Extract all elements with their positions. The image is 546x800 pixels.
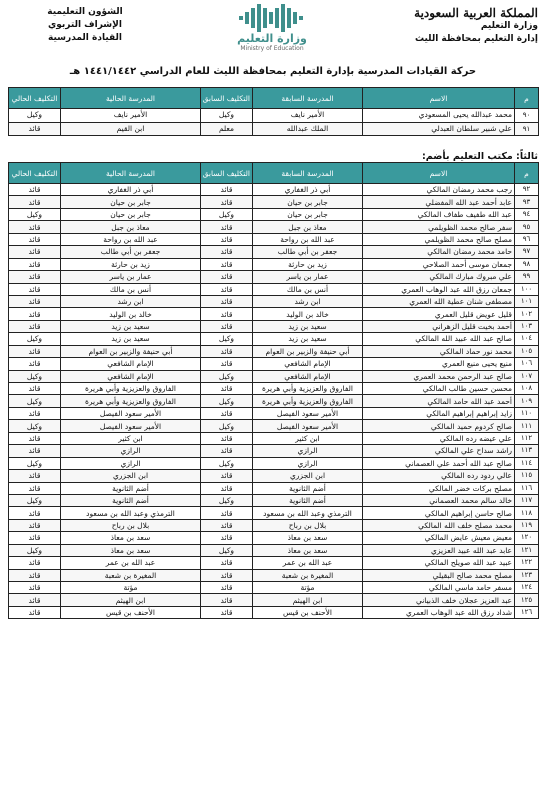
row-name: محمد مصلح خلف الله المالكي	[363, 519, 515, 531]
row-number: ١٠٨	[515, 383, 539, 395]
row-number: ٩٩	[515, 271, 539, 283]
row-name: سفر صالح محمد الظويلمي	[363, 221, 515, 233]
row-prev-school: زيد بن حارثة	[253, 258, 363, 270]
table-row	[9, 494, 539, 506]
row-prev-school: معاذ بن جبل	[253, 221, 363, 233]
row-name: رجب محمد رمضان المالكي	[363, 184, 515, 196]
row-number: ١٢٦	[515, 606, 539, 618]
col-num: م	[515, 88, 539, 109]
row-prev-role: وكيل	[201, 457, 253, 469]
row-curr-school: أبي حنيفة والزبير بن العوام	[61, 345, 201, 357]
row-prev-role: قائد	[201, 196, 253, 208]
row-curr-school: سعد بن معاذ	[61, 544, 201, 556]
row-prev-school: بلال بن رباح	[253, 519, 363, 531]
row-curr-role: وكيل	[9, 109, 61, 123]
row-prev-role: قائد	[201, 519, 253, 531]
row-curr-role: قائد	[9, 233, 61, 245]
row-curr-role: قائد	[9, 383, 61, 395]
row-prev-role: قائد	[201, 594, 253, 606]
row-prev-school: الرازي	[253, 457, 363, 469]
row-number: ١٢٤	[515, 582, 539, 594]
row-prev-role: قائد	[201, 470, 253, 482]
table-adham-office	[8, 162, 539, 619]
row-prev-role: قائد	[201, 606, 253, 618]
row-prev-school: جابر بن حيان	[253, 208, 363, 220]
table-continued	[8, 87, 539, 136]
row-curr-school: جابر بن حيان	[61, 208, 201, 220]
row-prev-role: قائد	[201, 569, 253, 581]
row-prev-role: قائد	[201, 407, 253, 419]
row-curr-role: وكيل	[9, 494, 61, 506]
row-prev-school: عبد الله بن رواحة	[253, 233, 363, 245]
row-prev-role: قائد	[201, 320, 253, 332]
row-curr-role: قائد	[9, 196, 61, 208]
row-curr-school: بلال بن رباح	[61, 519, 201, 531]
row-name: مصلح صالح محمد الظويلمي	[363, 233, 515, 245]
row-prev-school: جعفر بن أبي طالب	[253, 246, 363, 258]
table-row	[9, 395, 539, 407]
row-prev-school: أنس بن مالك	[253, 283, 363, 295]
row-curr-role: قائد	[9, 358, 61, 370]
row-number: ١٢٣	[515, 569, 539, 581]
row-prev-role: قائد	[201, 482, 253, 494]
table-row	[9, 582, 539, 594]
row-curr-school: الرازي	[61, 445, 201, 457]
row-number: ١٠٩	[515, 395, 539, 407]
row-curr-school: ابن كثير	[61, 432, 201, 444]
section-heading: ثالثاً: مكتب التعليم بأضم:	[421, 151, 538, 162]
table-row	[9, 457, 539, 469]
row-number: ١٢٢	[515, 557, 539, 569]
col-curr-role: التكليف الحالي	[9, 88, 61, 109]
row-prev-school: الملك عبدالله	[253, 122, 363, 136]
table-row	[9, 122, 539, 136]
row-curr-school: عبد الله بن عمر	[61, 557, 201, 569]
row-name: راشد سداح علي المالكي	[363, 445, 515, 457]
table-row	[9, 532, 539, 544]
dept-line-2: الإشراف التربوي	[48, 20, 122, 30]
row-curr-school: الأمير نايف	[61, 109, 201, 123]
row-number: ١١١	[515, 420, 539, 432]
row-prev-school: ابن الجزري	[253, 470, 363, 482]
row-prev-role: قائد	[201, 295, 253, 307]
row-number: ٩٣	[515, 196, 539, 208]
table-row	[9, 196, 539, 208]
row-prev-role: قائد	[201, 532, 253, 544]
table-row	[9, 184, 539, 196]
row-curr-school: أنس بن مالك	[61, 283, 201, 295]
table-row	[9, 345, 539, 357]
row-curr-role: قائد	[9, 606, 61, 618]
table-row	[9, 544, 539, 556]
row-curr-school: ابن الجزري	[61, 470, 201, 482]
row-name: حامد محمد رمضان المالكي	[363, 246, 515, 258]
row-curr-role: قائد	[9, 221, 61, 233]
row-number: ٩١	[515, 122, 539, 136]
row-curr-role: قائد	[9, 482, 61, 494]
row-curr-school: الترمذي وعبد الله بن مسعود	[61, 507, 201, 519]
row-name: زايد إبراهيم إبراهيم المالكي	[363, 407, 515, 419]
col-prev-school: المدرسة السابقة	[253, 163, 363, 184]
row-prev-role: قائد	[201, 221, 253, 233]
letterhead-left	[10, 6, 160, 45]
row-prev-role: قائد	[201, 258, 253, 270]
row-prev-role: قائد	[201, 345, 253, 357]
row-curr-school: الإمام الشافعي	[61, 370, 201, 382]
row-name: صالح عبد الله أحمد علي العصماني	[363, 457, 515, 469]
table-row	[9, 519, 539, 531]
table-row	[9, 420, 539, 432]
row-name: محمد نور حماد المالكي	[363, 345, 515, 357]
col-num: م	[515, 163, 539, 184]
row-number: ١١٢	[515, 432, 539, 444]
row-curr-role: قائد	[9, 507, 61, 519]
table-row	[9, 606, 539, 618]
row-prev-role: قائد	[201, 557, 253, 569]
table-row	[9, 507, 539, 519]
row-number: ١١٥	[515, 470, 539, 482]
col-prev-role: التكليف السابق	[201, 163, 253, 184]
row-number: ١٠٧	[515, 370, 539, 382]
row-name: علي عيضه رده المالكي	[363, 432, 515, 444]
col-name: الاسم	[363, 88, 515, 109]
row-curr-role: قائد	[9, 582, 61, 594]
col-name: الاسم	[363, 163, 515, 184]
table-row	[9, 569, 539, 581]
table-row	[9, 295, 539, 307]
row-prev-role: وكيل	[201, 544, 253, 556]
row-prev-role: قائد	[201, 358, 253, 370]
row-curr-role: قائد	[9, 271, 61, 283]
letterhead	[0, 0, 546, 62]
row-prev-school: الإمام الشافعي	[253, 370, 363, 382]
ministry-name: وزارة التعليم	[480, 21, 538, 31]
table-row	[9, 246, 539, 258]
row-prev-school: جابر بن حيان	[253, 196, 363, 208]
row-prev-school: ابن رشد	[253, 295, 363, 307]
row-number: ٩٥	[515, 221, 539, 233]
row-prev-school: عبد الله بن عمر	[253, 557, 363, 569]
row-prev-school: ابن كثير	[253, 432, 363, 444]
row-curr-school: عبد الله بن رواحة	[61, 233, 201, 245]
row-name: محمد عبدالله يحيى المسعودي	[363, 109, 515, 123]
table-row	[9, 482, 539, 494]
row-prev-role: قائد	[201, 445, 253, 457]
table-row	[9, 221, 539, 233]
row-number: ١١٣	[515, 445, 539, 457]
row-number: ١١٠	[515, 407, 539, 419]
row-curr-school: جعفر بن أبي طالب	[61, 246, 201, 258]
row-number: ٩٨	[515, 258, 539, 270]
row-name: قليل عويض قليل العمري	[363, 308, 515, 320]
row-prev-role: قائد	[201, 271, 253, 283]
row-prev-school: أبي حنيفة والزبير بن العوام	[253, 345, 363, 357]
table-row	[9, 271, 539, 283]
document-title: حركة القيادات المدرسية بإدارة التعليم بمحافظة الليث للعام الدراسي ١٤٤١/١٤٤٢ هـ	[69, 66, 477, 77]
row-number: ٩٧	[515, 246, 539, 258]
row-prev-school: ابن الهيثم	[253, 594, 363, 606]
table-row	[9, 258, 539, 270]
row-prev-school: الإمام الشافعي	[253, 358, 363, 370]
row-name: أحمد بخيت قليل الزهراني	[363, 320, 515, 332]
row-prev-role: وكيل	[201, 333, 253, 345]
row-curr-school: الفاروق والعزيزية وأبي هريرة	[61, 395, 201, 407]
row-prev-school: سعيد بن زيد	[253, 320, 363, 332]
row-prev-school: الفاروق والعزيزية وأبي هريرة	[253, 395, 363, 407]
row-curr-role: وكيل	[9, 395, 61, 407]
row-name: عبيد عبد الله صويلح المالكي	[363, 557, 515, 569]
row-curr-role: قائد	[9, 122, 61, 136]
row-curr-school: أبي ذر الغفاري	[61, 184, 201, 196]
row-curr-role: وكيل	[9, 208, 61, 220]
row-curr-school: أضم الثانوية	[61, 494, 201, 506]
table-row	[9, 594, 539, 606]
logo-arabic-text: وزارة التعليم	[237, 32, 307, 45]
row-prev-school: خالد بن الوليد	[253, 308, 363, 320]
row-name: جمعان موسى أحمد الصلاحي	[363, 258, 515, 270]
row-name: عابد أحمد عبد الله المفضلي	[363, 196, 515, 208]
table-row	[9, 370, 539, 382]
row-curr-school: معاذ بن جبل	[61, 221, 201, 233]
row-curr-role: قائد	[9, 184, 61, 196]
row-curr-role: قائد	[9, 258, 61, 270]
row-curr-role: قائد	[9, 594, 61, 606]
row-name: عالي ردود رده المالكي	[363, 470, 515, 482]
row-curr-role: قائد	[9, 407, 61, 419]
row-prev-school: أبي ذر الغفاري	[253, 184, 363, 196]
row-number: ١٢١	[515, 544, 539, 556]
ministry-logo-icon	[237, 4, 307, 32]
ministry-logo	[212, 4, 332, 62]
row-name: محسن حسين طالب المالكي	[363, 383, 515, 395]
row-prev-role: معلم	[201, 122, 253, 136]
row-name: شداد رزق الله عبد الوهاب العمري	[363, 606, 515, 618]
row-curr-school: الفاروق والعزيزية وأبي هريرة	[61, 383, 201, 395]
row-curr-role: قائد	[9, 345, 61, 357]
row-prev-school: الترمذي وعبد الله بن مسعود	[253, 507, 363, 519]
row-prev-school: الأحنف بن قيس	[253, 606, 363, 618]
row-curr-role: قائد	[9, 308, 61, 320]
row-prev-role: قائد	[201, 582, 253, 594]
table-row	[9, 109, 539, 123]
row-prev-role: وكيل	[201, 395, 253, 407]
row-curr-role: قائد	[9, 295, 61, 307]
row-curr-school: الأحنف بن قيس	[61, 606, 201, 618]
row-prev-school: الأمير نايف	[253, 109, 363, 123]
row-curr-school: سعيد بن زيد	[61, 333, 201, 345]
row-prev-role: قائد	[201, 246, 253, 258]
logo-english-text: Ministry of Education	[240, 45, 304, 52]
row-number: ١٠٥	[515, 345, 539, 357]
row-prev-school: أضم الثانوية	[253, 482, 363, 494]
row-number: ١٠٣	[515, 320, 539, 332]
col-curr-role: التكليف الحالي	[9, 163, 61, 184]
row-curr-school: خالد بن الوليد	[61, 308, 201, 320]
table-row	[9, 383, 539, 395]
row-curr-role: وكيل	[9, 457, 61, 469]
row-curr-school: سعيد بن زيد	[61, 320, 201, 332]
row-number: ١٠٠	[515, 283, 539, 295]
table-row	[9, 358, 539, 370]
row-name: علي مبروك مبارك المالكي	[363, 271, 515, 283]
row-curr-role: قائد	[9, 246, 61, 258]
row-number: ١٠٦	[515, 358, 539, 370]
row-number: ٩٤	[515, 208, 539, 220]
row-name: جمعان رزق الله عبد الوهاب العمري	[363, 283, 515, 295]
row-curr-role: قائد	[9, 432, 61, 444]
table-row	[9, 445, 539, 457]
row-number: ١١٩	[515, 519, 539, 531]
row-curr-role: وكيل	[9, 420, 61, 432]
row-curr-role: وكيل	[9, 544, 61, 556]
row-name: علي شبير سلطان العبدلي	[363, 122, 515, 136]
row-name: خالد سالم محمد العصماني	[363, 494, 515, 506]
row-curr-school: ابن القيم	[61, 122, 201, 136]
row-name: معيض معيش عايض المالكي	[363, 532, 515, 544]
row-prev-school: الأمير سعود الفيصل	[253, 420, 363, 432]
row-curr-role: قائد	[9, 320, 61, 332]
row-curr-role: قائد	[9, 470, 61, 482]
row-name: صالح عبد الرحمن محمد العمري	[363, 370, 515, 382]
row-prev-role: وكيل	[201, 420, 253, 432]
row-prev-role: قائد	[201, 233, 253, 245]
row-number: ١٠٢	[515, 308, 539, 320]
table-header-row	[9, 88, 539, 109]
row-name: صالح عبد الله عبيد الله المالكي	[363, 333, 515, 345]
row-prev-role: قائد	[201, 432, 253, 444]
row-curr-role: قائد	[9, 519, 61, 531]
table-row	[9, 333, 539, 345]
row-prev-school: سعد بن معاذ	[253, 532, 363, 544]
row-prev-school: الرازي	[253, 445, 363, 457]
row-name: مسفر حامد ماسي المالكي	[363, 582, 515, 594]
dept-line-1: الشؤون التعليمية	[47, 7, 123, 17]
kingdom-name: المملكة العربية السعودية	[414, 6, 538, 20]
row-name: أحمد عبد الله حامد المالكي	[363, 395, 515, 407]
row-curr-school: الرازي	[61, 457, 201, 469]
row-number: ٩٦	[515, 233, 539, 245]
row-prev-school: أضم الثانوية	[253, 494, 363, 506]
row-prev-school: الأمير سعود الفيصل	[253, 407, 363, 419]
row-curr-role: قائد	[9, 283, 61, 295]
row-name: مصلح محمد صالح البقيلي	[363, 569, 515, 581]
letterhead-right	[388, 6, 538, 46]
row-number: ١١٦	[515, 482, 539, 494]
row-curr-school: زيد بن حارثة	[61, 258, 201, 270]
col-curr-school: المدرسة الحالية	[61, 163, 201, 184]
row-prev-role: وكيل	[201, 208, 253, 220]
table-row	[9, 308, 539, 320]
row-prev-role: قائد	[201, 383, 253, 395]
table-row	[9, 320, 539, 332]
row-prev-role: وكيل	[201, 370, 253, 382]
row-prev-school: مؤتة	[253, 582, 363, 594]
row-number: ٩٢	[515, 184, 539, 196]
row-curr-role: قائد	[9, 532, 61, 544]
row-name: مصطفى شنان عطية الله العمري	[363, 295, 515, 307]
row-curr-school: الإمام الشافعي	[61, 358, 201, 370]
table-header-row	[9, 163, 539, 184]
row-name: عبد العزيز عجلان خلف الذبياني	[363, 594, 515, 606]
row-prev-school: الفاروق والعزيزية وأبي هريرة	[253, 383, 363, 395]
row-number: ١١٨	[515, 507, 539, 519]
row-curr-role: قائد	[9, 445, 61, 457]
row-name: صالح حاسن إبراهيم المالكي	[363, 507, 515, 519]
table-row	[9, 557, 539, 569]
row-prev-role: قائد	[201, 308, 253, 320]
row-curr-school: عمار بن ياسر	[61, 271, 201, 283]
table-row	[9, 432, 539, 444]
table-row	[9, 407, 539, 419]
col-curr-school: المدرسة الحالية	[61, 88, 201, 109]
row-name: منيع يحيى منيع العمري	[363, 358, 515, 370]
table-row	[9, 208, 539, 220]
row-prev-role: قائد	[201, 283, 253, 295]
row-curr-school: جابر بن حيان	[61, 196, 201, 208]
row-curr-school: مؤتة	[61, 582, 201, 594]
dept-line-3: القيادة المدرسية	[48, 33, 122, 43]
row-prev-school: المغيرة بن شعبة	[253, 569, 363, 581]
row-curr-role: وكيل	[9, 333, 61, 345]
row-prev-school: سعيد بن زيد	[253, 333, 363, 345]
table-row	[9, 470, 539, 482]
row-prev-role: قائد	[201, 184, 253, 196]
row-curr-school: سعد بن معاذ	[61, 532, 201, 544]
row-name: صالح كردوم حميد المالكي	[363, 420, 515, 432]
table-row	[9, 233, 539, 245]
row-curr-school: المغيرة بن شعبة	[61, 569, 201, 581]
row-curr-school: الأمير سعود الفيصل	[61, 420, 201, 432]
row-curr-school: الأمير سعود الفيصل	[61, 407, 201, 419]
row-prev-school: سعد بن معاذ	[253, 544, 363, 556]
col-prev-school: المدرسة السابقة	[253, 88, 363, 109]
row-number: ١١٤	[515, 457, 539, 469]
row-name: عابد عبد الله عبيد العزيزي	[363, 544, 515, 556]
table-row	[9, 283, 539, 295]
row-name: عبد الله طفيف طفاف المالكي	[363, 208, 515, 220]
row-prev-role: وكيل	[201, 109, 253, 123]
row-number: ١٢٠	[515, 532, 539, 544]
row-number: ١٠٤	[515, 333, 539, 345]
row-curr-school: أضم الثانوية	[61, 482, 201, 494]
row-number: ١٠١	[515, 295, 539, 307]
row-prev-school: عمار بن ياسر	[253, 271, 363, 283]
row-curr-role: وكيل	[9, 370, 61, 382]
row-number: ١٢٥	[515, 594, 539, 606]
row-curr-role: قائد	[9, 569, 61, 581]
row-prev-role: قائد	[201, 507, 253, 519]
row-curr-role: قائد	[9, 557, 61, 569]
row-curr-school: ابن رشد	[61, 295, 201, 307]
col-prev-role: التكليف السابق	[201, 88, 253, 109]
admin-name: إدارة التعليم بمحافظة الليث	[414, 34, 538, 44]
row-number: ١١٧	[515, 494, 539, 506]
row-prev-role: وكيل	[201, 494, 253, 506]
row-number: ٩٠	[515, 109, 539, 123]
row-curr-school: ابن الهيثم	[61, 594, 201, 606]
row-name: مصلح بركات خضر المالكي	[363, 482, 515, 494]
